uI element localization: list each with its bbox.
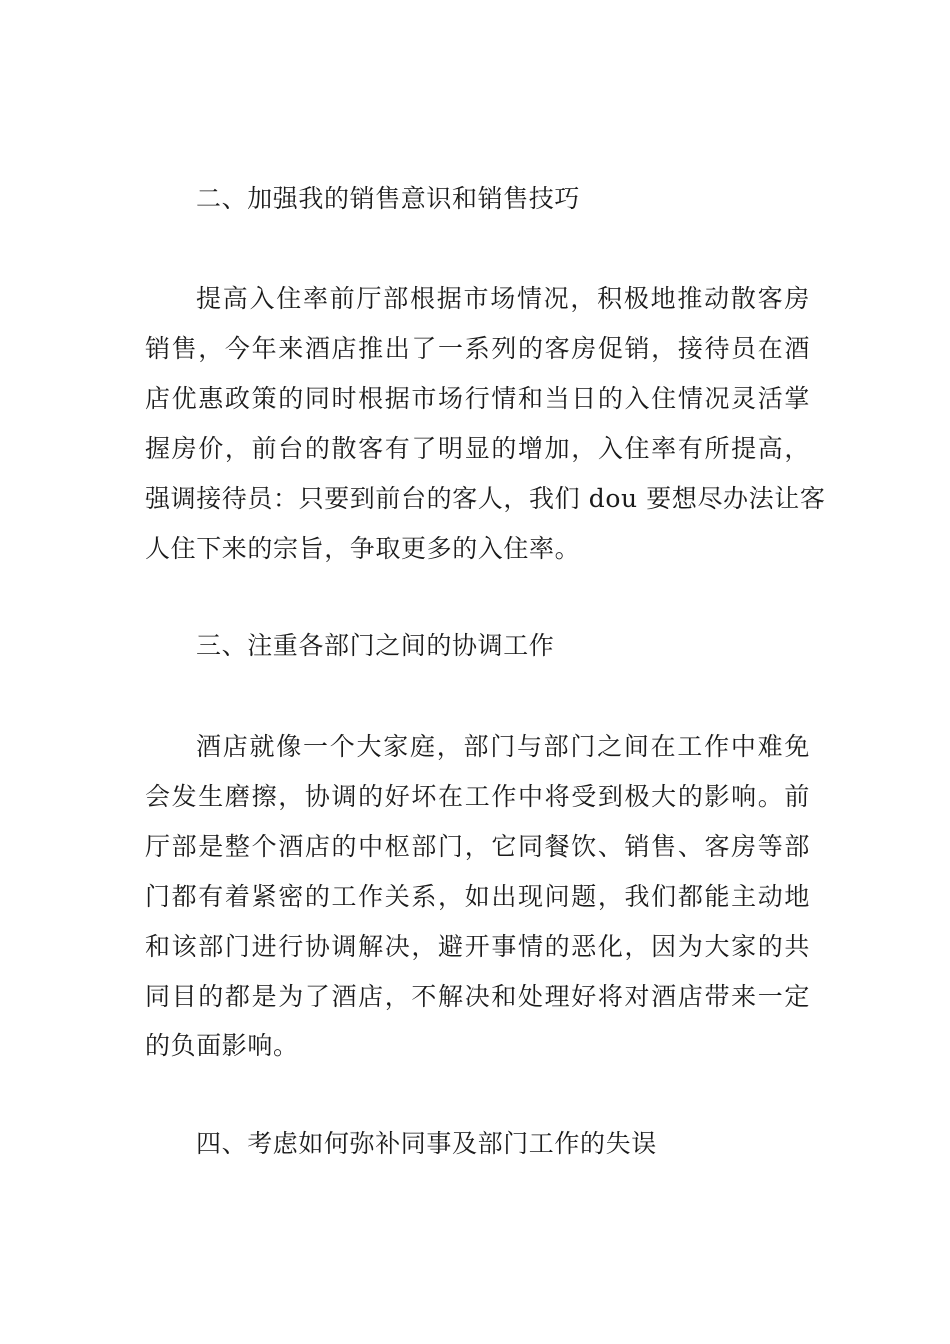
section-heading: 二、加强我的销售意识和销售技巧 — [196, 184, 581, 213]
section-heading: 三、注重各部门之间的协调工作 — [196, 631, 555, 660]
paragraph-line: 强调接待员：只要到前台的客人，我们 dou 要想尽办法让客 — [145, 484, 826, 513]
paragraph-line: 握房价，前台的散客有了明显的增加，入住率有所提高， — [145, 434, 810, 463]
paragraph-line: 销售，今年来酒店推出了一系列的客房促销，接待员在酒 — [145, 334, 810, 363]
paragraph-line: 厅部是整个酒店的中枢部门，它同餐饮、销售、客房等部 — [145, 832, 810, 861]
paragraph-line: 提高入住率前厅部根据市场情况，积极地推动散客房 — [196, 284, 810, 313]
paragraph-line: 同目的都是为了酒店，不解决和处理好将对酒店带来一定 — [145, 982, 810, 1011]
paragraph-line: 会发生磨擦，协调的好坏在工作中将受到极大的影响。前 — [145, 782, 810, 811]
paragraph-line: 门都有着紧密的工作关系，如出现问题，我们都能主动地 — [145, 882, 810, 911]
paragraph-line: 的负面影响。 — [145, 1031, 299, 1060]
paragraph-line: 店优惠政策的同时根据市场行情和当日的入住情况灵活掌 — [145, 384, 810, 413]
paragraph-line: 和该部门进行协调解决，避开事情的恶化，因为大家的共 — [145, 932, 810, 961]
paragraph-line: 酒店就像一个大家庭，部门与部门之间在工作中难免 — [196, 732, 810, 761]
section-heading: 四、考虑如何弥补同事及部门工作的失误 — [196, 1129, 657, 1158]
paragraph-line: 人住下来的宗旨，争取更多的入住率。 — [145, 534, 581, 563]
